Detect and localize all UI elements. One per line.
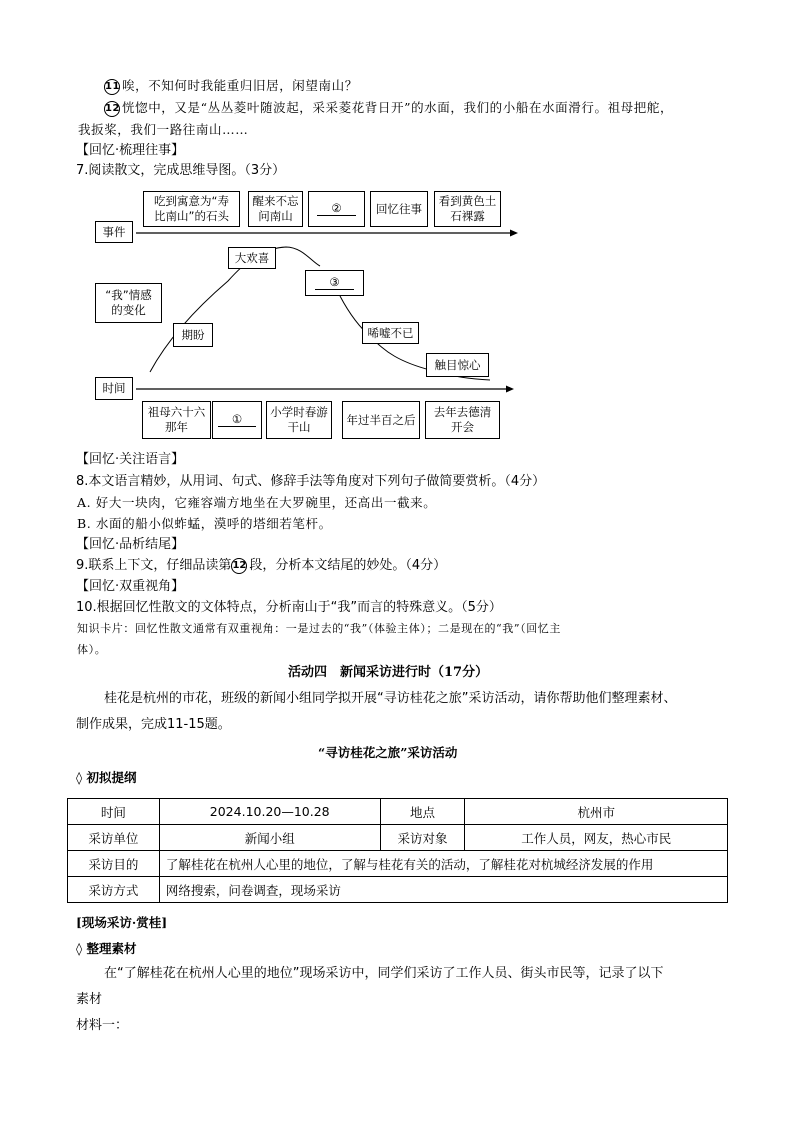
row-label-event: 事件 [95, 221, 133, 243]
emotion-box-4: 唏嘘不已 [362, 322, 419, 344]
table-cell: 工作人员，网友，热心市民 [465, 825, 728, 851]
event-box-4 [370, 191, 428, 227]
section-heading-recall-language: 【回忆·关注语言】 [76, 452, 185, 467]
blank-2: ② [317, 202, 355, 216]
event-text-5: 看到黄色土 石裸露 [438, 194, 497, 223]
circled-number: 12 [231, 558, 247, 574]
event-box-2 [248, 191, 303, 227]
table-cell: 网络搜索，问卷调查，现场采访 [159, 877, 727, 903]
table-cell: 时间 [68, 799, 160, 825]
time-box-blank-1 [212, 401, 262, 439]
question-8-sentence-a: A. 好大一块肉，它雍容端方地坐在大罗碗里，还高出一截来。 [77, 495, 437, 510]
table-row [68, 799, 728, 825]
time-box-4: 年过半百之后 [342, 401, 420, 439]
outline-table [67, 798, 728, 903]
time-box-1: 祖母六十六 那年 [142, 401, 211, 439]
paragraph-12-line1: 12 恍惚中，又是“丛丛菱叶随波起，采采菱花背日开”的水面，我们的小船在水面滑行。祖母把舵， [105, 100, 674, 115]
blank-3: ③ [315, 276, 353, 290]
event-text-4: 回忆往事 [376, 201, 422, 216]
event-box-5 [434, 191, 501, 227]
question-10: 10.根据回忆性散文的文体特点，分析南山于“我”而言的特殊意义。（5分） [76, 600, 502, 615]
intro-line2: 制作成果，完成11-15题。 [76, 717, 231, 732]
table-cell: 采访对象 [380, 825, 465, 851]
table-cell: 新闻小组 [159, 825, 380, 851]
row-label-emotion: “我”情感 的变化 [95, 283, 162, 323]
event-text-1: 吃到寓意为“寿 比南山”的石头 [154, 194, 229, 223]
circled-number: 11 [104, 79, 120, 95]
time-box-5: 去年去德清 开会 [425, 401, 500, 439]
intro-line1: 桂花是杭州的市花，班级的新闻小组同学拟开展“寻访桂花之旅”采访活动，请你帮助他们整理素材、 [104, 691, 677, 706]
paragraph-12-line2: 我扳桨，我们一路往南山…… [78, 122, 249, 137]
table-cell: 2024.10.20—10.28 [159, 799, 380, 825]
event-box-1 [143, 191, 240, 227]
sub-title: “寻访桂花之旅”采访活动 [318, 745, 458, 760]
activity-title: 活动四 新闻采访进行时（17分） [288, 665, 489, 680]
table-cell: 地点 [380, 799, 465, 825]
table-cell: 采访目的 [68, 851, 160, 877]
knowledge-card-line2: 体）。 [77, 643, 107, 656]
outline-heading: ◊ 初拟提纲 [76, 770, 137, 785]
event-box-blank-2 [308, 191, 365, 227]
table-cell: 采访方式 [68, 877, 160, 903]
question-7: 7.阅读散文，完成思维导图。（3分） [76, 163, 286, 178]
table-row [68, 851, 728, 877]
material-heading: ◊ 整理素材 [76, 941, 137, 956]
emotion-box-2: 大欢喜 [228, 247, 276, 269]
emotion-box-5: 触目惊心 [426, 353, 489, 377]
question-9: 9.联系上下文，仔细品读第12 段，分析本文结尾的妙处。（4分） [76, 558, 447, 573]
emotion-box-blank-3 [305, 270, 364, 296]
knowledge-card-line1: 知识卡片：回忆性散文通常有双重视角：一是过去的“我”（体验主体）；二是现在的“我”（回忆主 [77, 622, 561, 635]
time-box-3: 小学时春游 干山 [266, 401, 332, 439]
onsite-heading: [现场采访·赏桂] [76, 915, 168, 930]
question-8-sentence-b: B. 水面的船小似蚱蜢，漠呼的塔细若笔杆。 [77, 516, 332, 531]
circled-number: 12 [104, 101, 120, 117]
section-heading-dual-perspective: 【回忆·双重视角】 [76, 579, 185, 594]
section-heading-recall-events: 【回忆·梳理往事】 [76, 143, 185, 158]
row-label-time: 时间 [95, 377, 133, 400]
table-cell: 杭州市 [465, 799, 728, 825]
material-intro-line1: 在“了解桂花在杭州人心里的地位”现场采访中，同学们采访了工作人员、街头市民等，记录了以下 [104, 966, 664, 981]
material-intro-line2: 素材 [76, 992, 103, 1007]
blank-1: ① [218, 413, 256, 427]
emotion-box-1: 期盼 [173, 323, 213, 347]
section-heading-recall-ending: 【回忆·品析结尾】 [76, 537, 185, 552]
event-text-2: 醒来不忘 问南山 [252, 194, 299, 223]
table-cell: 了解桂花在杭州人心里的地位，了解与桂花有关的活动，了解桂花对杭城经济发展的作用 [159, 851, 727, 877]
paragraph-11: 11 唉，不知何时我能重归旧居，闲望南山？ [105, 78, 358, 93]
table-row [68, 825, 728, 851]
table-cell: 采访单位 [68, 825, 160, 851]
material-one-label: 材料一： [76, 1018, 129, 1033]
question-8: 8.本文语言精妙，从用词、句式、修辞手法等角度对下列句子做简要赏析。（4分） [76, 474, 546, 489]
table-row [68, 877, 728, 903]
